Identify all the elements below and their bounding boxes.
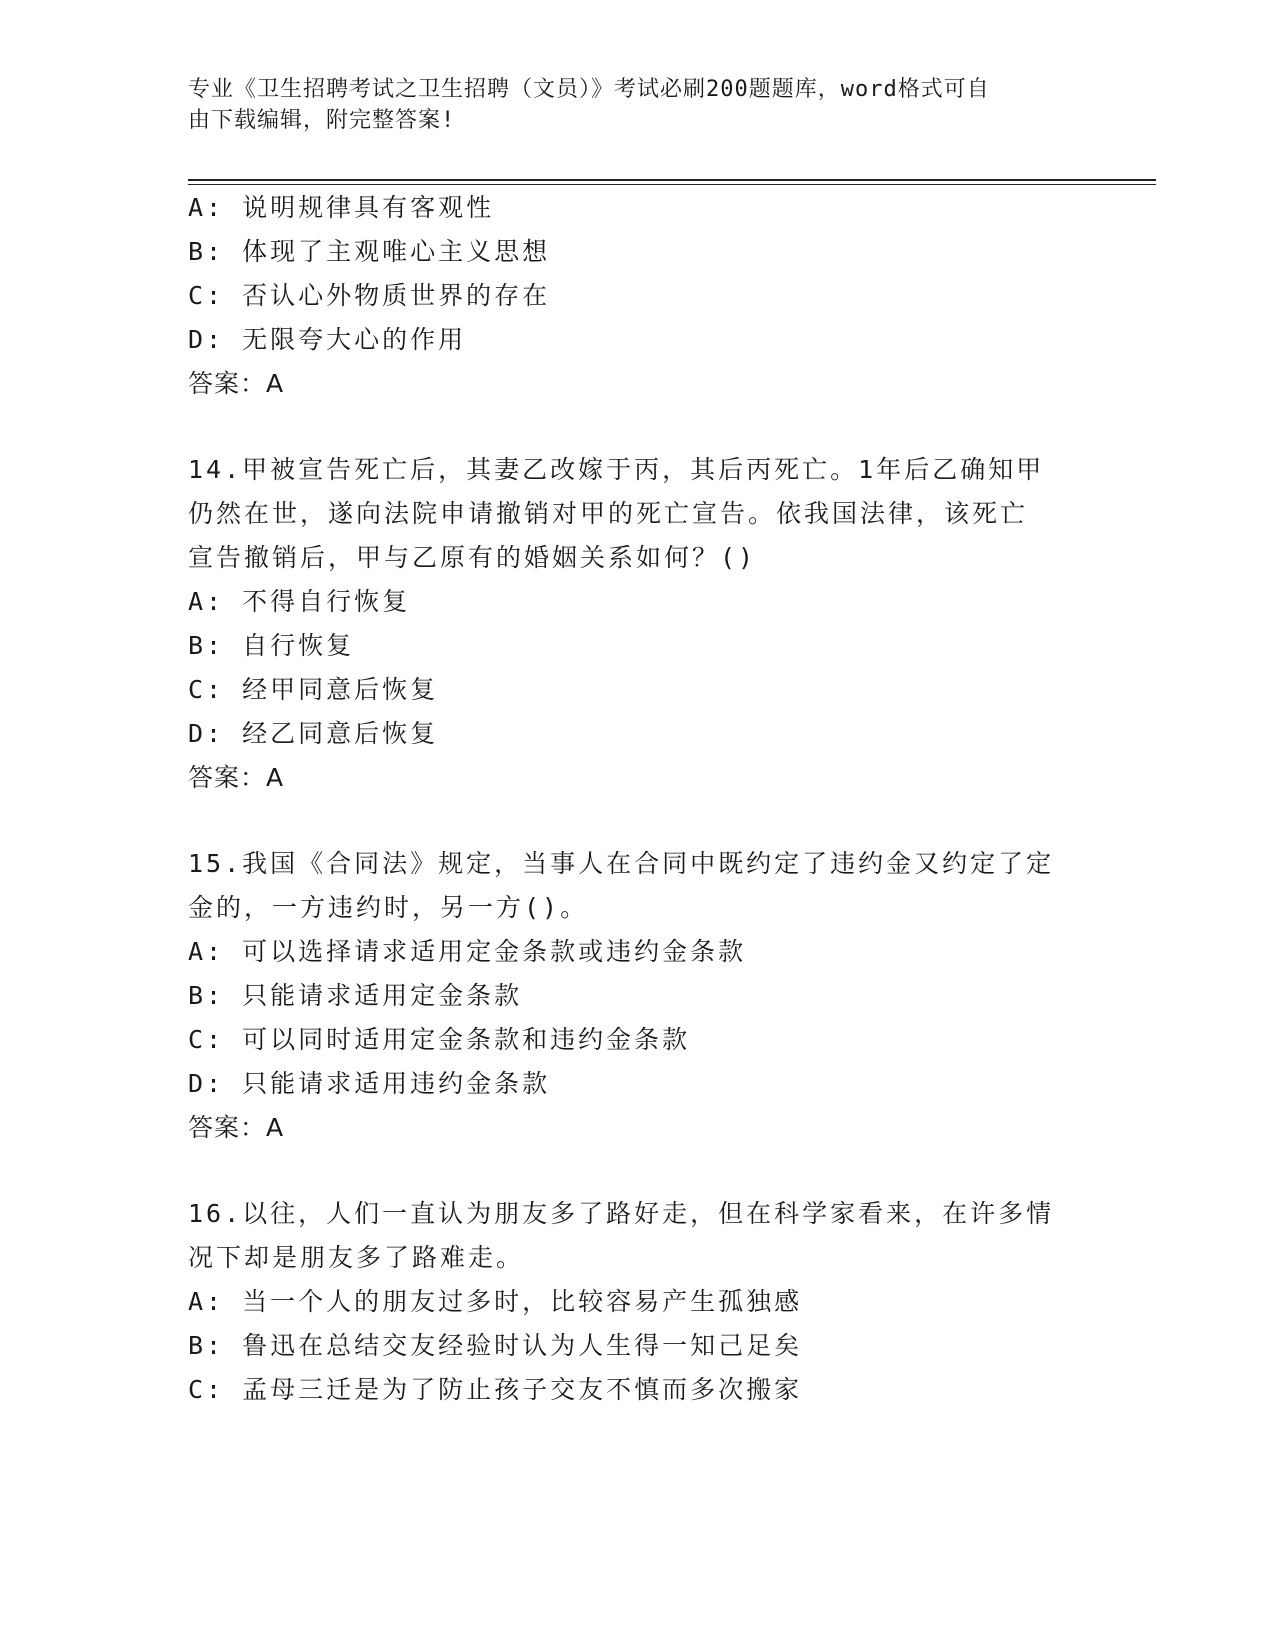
header-divider-thin xyxy=(188,184,1156,185)
header-divider-thick xyxy=(188,179,1156,181)
q15-option-a: A: 可以选择请求适用定金条款或违约金条款 xyxy=(188,937,747,966)
header-line-2: 由下载编辑，附完整答案! xyxy=(188,108,456,133)
q14-option-d: D: 经乙同意后恢复 xyxy=(188,719,439,748)
q15-answer: 答案：A xyxy=(188,1113,285,1142)
header-line-1: 专业《卫生招聘考试之卫生招聘（文员）》考试必刷200题题库，word格式可自 xyxy=(188,77,990,102)
q13-option-b: B: 体现了主观唯心主义思想 xyxy=(188,237,551,266)
q16-option-a: A: 当一个人的朋友过多时，比较容易产生孤独感 xyxy=(188,1287,803,1316)
q13-answer: 答案：A xyxy=(188,369,285,398)
q16-option-b: B: 鲁迅在总结交友经验时认为人生得一知己足矣 xyxy=(188,1331,803,1360)
q14-option-a: A: 不得自行恢复 xyxy=(188,587,411,616)
q14-answer: 答案：A xyxy=(188,763,285,792)
q16-option-c: C: 孟母三迁是为了防止孩子交友不慎而多次搬家 xyxy=(188,1375,803,1404)
q15-option-b: B: 只能请求适用定金条款 xyxy=(188,981,523,1010)
q16-stem-line-2: 况下却是朋友多了路难走。 xyxy=(188,1243,525,1272)
q14-stem-line-2: 仍然在世，遂向法院申请撤销对甲的死亡宣告。依我国法律，该死亡 xyxy=(188,499,1029,528)
document-header xyxy=(188,74,1078,136)
q14-stem-line-1: 14.甲被宣告死亡后，其妻乙改嫁于丙，其后丙死亡。1年后乙确知甲 xyxy=(188,455,1045,484)
q16-stem-line-1: 16.以往，人们一直认为朋友多了路好走，但在科学家看来，在许多情 xyxy=(188,1199,1055,1228)
q14-stem-line-3: 宣告撤销后，甲与乙原有的婚姻关系如何？() xyxy=(188,543,757,572)
q14-option-c: C: 经甲同意后恢复 xyxy=(188,675,439,704)
q15-option-c: C: 可以同时适用定金条款和违约金条款 xyxy=(188,1025,691,1054)
q14-option-b: B: 自行恢复 xyxy=(188,631,355,660)
q15-stem-line-1: 15.我国《合同法》规定，当事人在合同中既约定了违约金又约定了定 xyxy=(188,849,1055,878)
q15-stem-line-2: 金的，一方违约时，另一方()。 xyxy=(188,893,589,922)
q15-option-d: D: 只能请求适用违约金条款 xyxy=(188,1069,551,1098)
q13-option-a: A: 说明规律具有客观性 xyxy=(188,193,495,222)
q13-option-d: D: 无限夸大心的作用 xyxy=(188,325,467,354)
q13-option-c: C: 否认心外物质世界的存在 xyxy=(188,281,551,310)
